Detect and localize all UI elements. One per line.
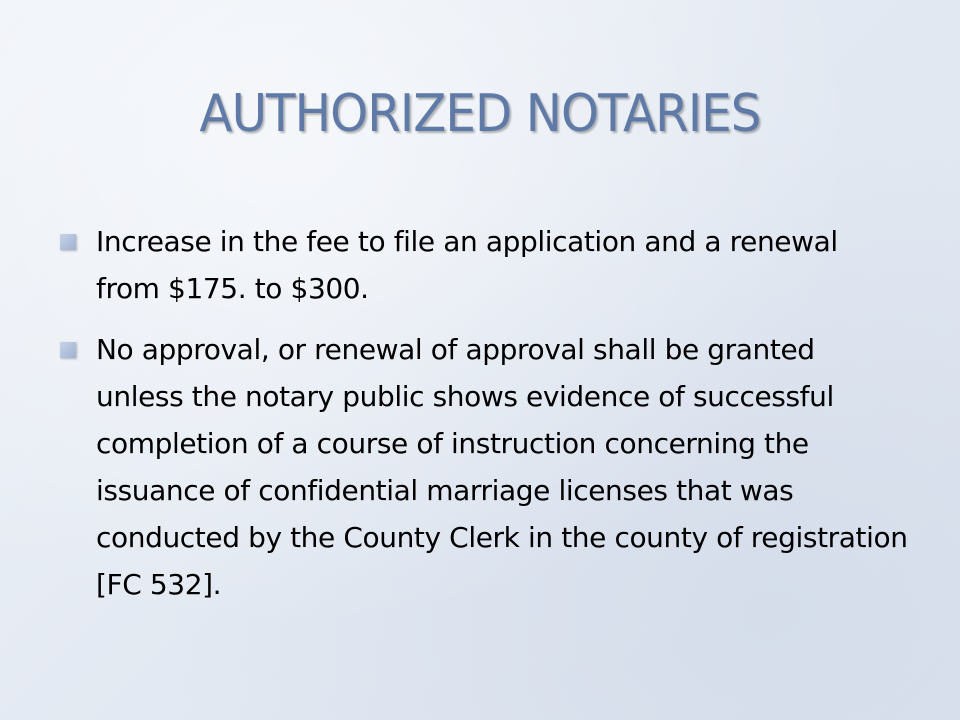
bullet-item-approval-requirement [58, 326, 908, 608]
bullet-text: No approval, or renewal of approval shall be granted unless the notary public shows evidence of successful completion of a course of instruction concerning the issuance of confidential marriage licenses that was conducted by the County Clerk in the county of registration [FC 532]. [96, 333, 908, 601]
bullet-item-fee-increase [58, 218, 908, 312]
slide-title: AUTHORIZED NOTARIES [199, 84, 761, 144]
bullet-list [58, 218, 908, 622]
square-bullet-icon [60, 234, 76, 250]
bullet-text: Increase in the fee to file an application and a renewal from $175. to $300. [96, 225, 838, 305]
square-bullet-icon [60, 342, 76, 358]
